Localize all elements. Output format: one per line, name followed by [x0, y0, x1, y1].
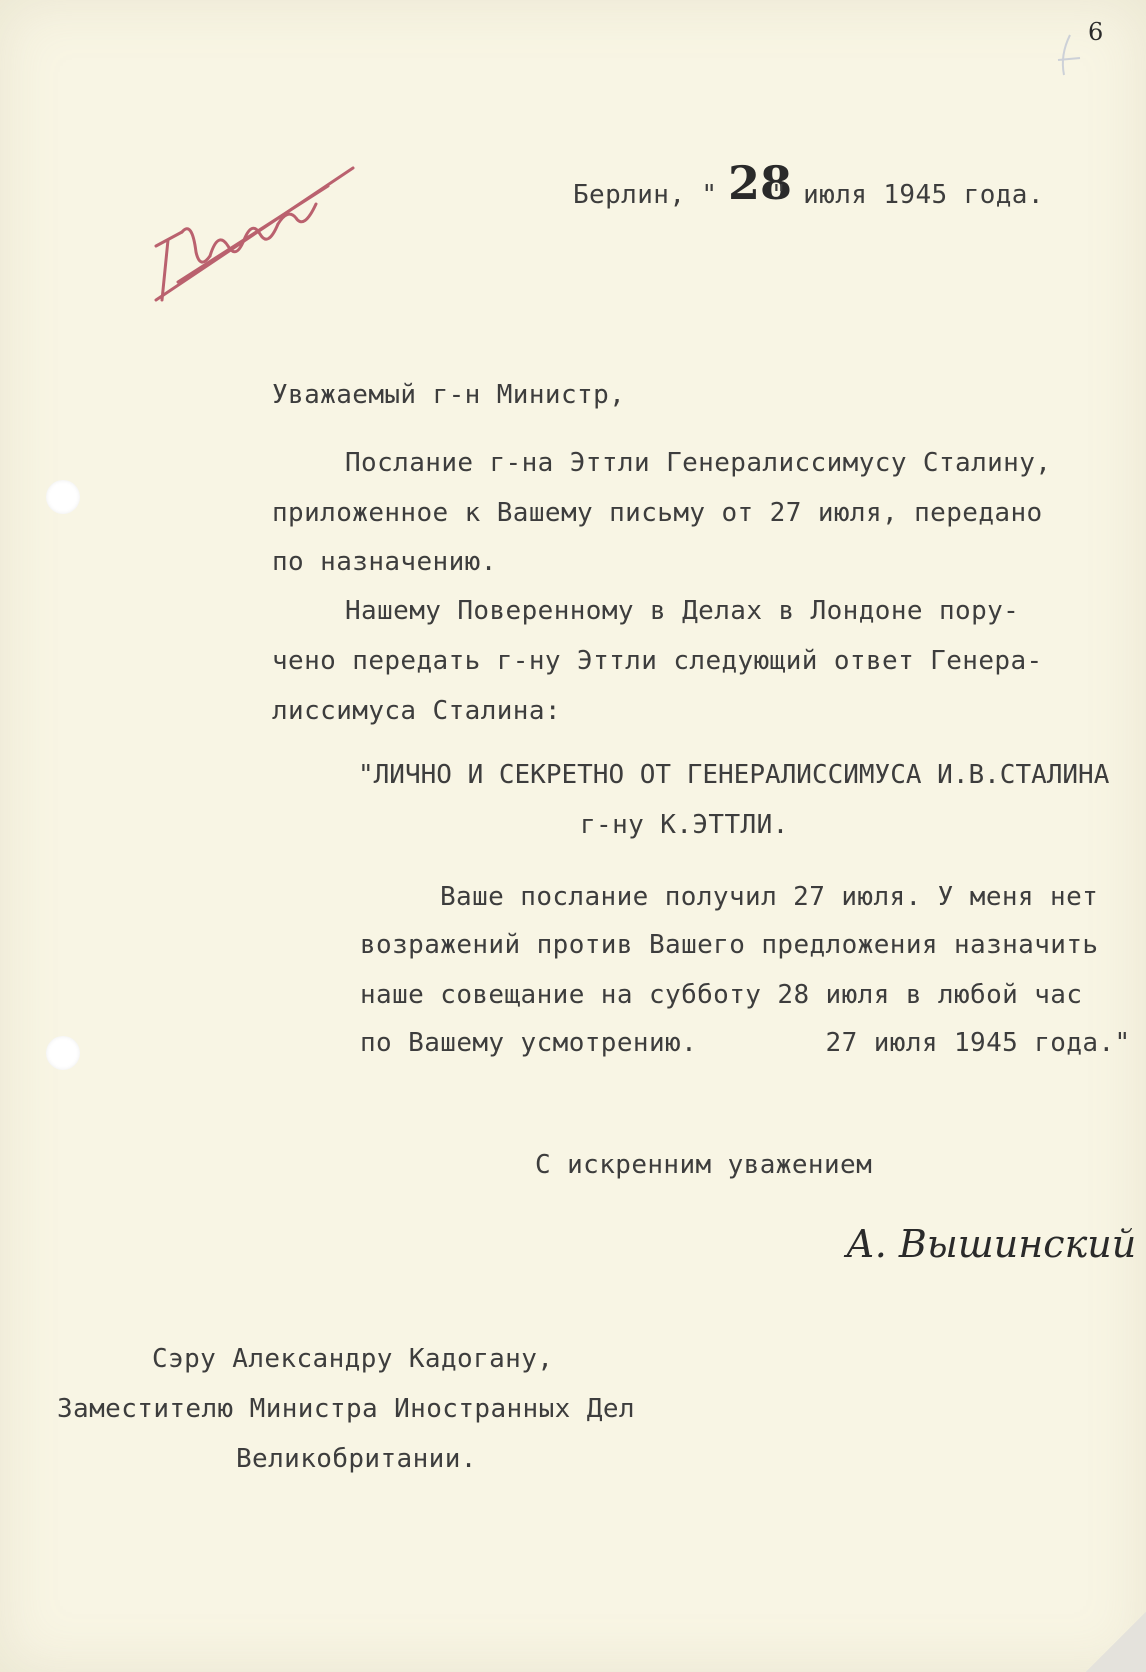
punch-hole-bottom: [46, 1036, 80, 1070]
quote-body-line1: Ваше послание получил 27 июля. У меня нет: [440, 882, 1099, 912]
dateline-place: Берлин, ": [573, 180, 718, 210]
page-number: 6: [1088, 18, 1104, 46]
quote-body-line3: наше совещание на субботу 28 июля в любой час: [360, 980, 1083, 1010]
closing: С искренним уважением: [535, 1150, 873, 1180]
red-pencil-visa-icon: [148, 160, 363, 310]
punch-hole-top: [46, 480, 80, 514]
quote-body-line4: по Вашему усмотрению. 27 июля 1945 года.": [360, 1028, 1131, 1058]
addressee-line2: Заместителю Министра Иностранных Дел: [57, 1394, 635, 1424]
paragraph1-line3: по назначению.: [272, 547, 497, 577]
paragraph1-line2: приложенное к Вашему письму от 27 июля, передано: [272, 498, 1043, 528]
paragraph2-line1: Нашему Поверенному в Делах в Лондоне пору-: [345, 596, 1020, 626]
dateline-day-handwritten: 28: [728, 156, 793, 210]
quote-heading-line2: г-ну К.ЭТТЛИ.: [580, 810, 789, 840]
addressee-line1: Сэру Александру Кадогану,: [152, 1344, 554, 1374]
page-corner: [1086, 1612, 1146, 1672]
paragraph2-line2: чено передать г-ну Эттли следующий ответ Генера-: [272, 646, 1043, 676]
quote-body-line2: возражений против Вашего предложения назначить: [360, 930, 1099, 960]
pencil-mark-icon: [1040, 30, 1090, 90]
signature: А. Вышинский: [846, 1222, 1137, 1266]
salutation: Уважаемый г-н Министр,: [272, 380, 626, 410]
paragraph2-line3: лиссимуса Сталина:: [272, 696, 561, 726]
quote-heading-line1: "ЛИЧНО И СЕКРЕТНО ОТ ГЕНЕРАЛИССИМУСА И.В.СТАЛИНА: [358, 760, 1110, 790]
paragraph1-line1: Послание г-на Эттли Генералиссимусу Сталину,: [345, 448, 1052, 478]
addressee-line3: Великобритании.: [236, 1444, 477, 1474]
dateline-month-year: " июля 1945 года.: [771, 180, 1044, 210]
